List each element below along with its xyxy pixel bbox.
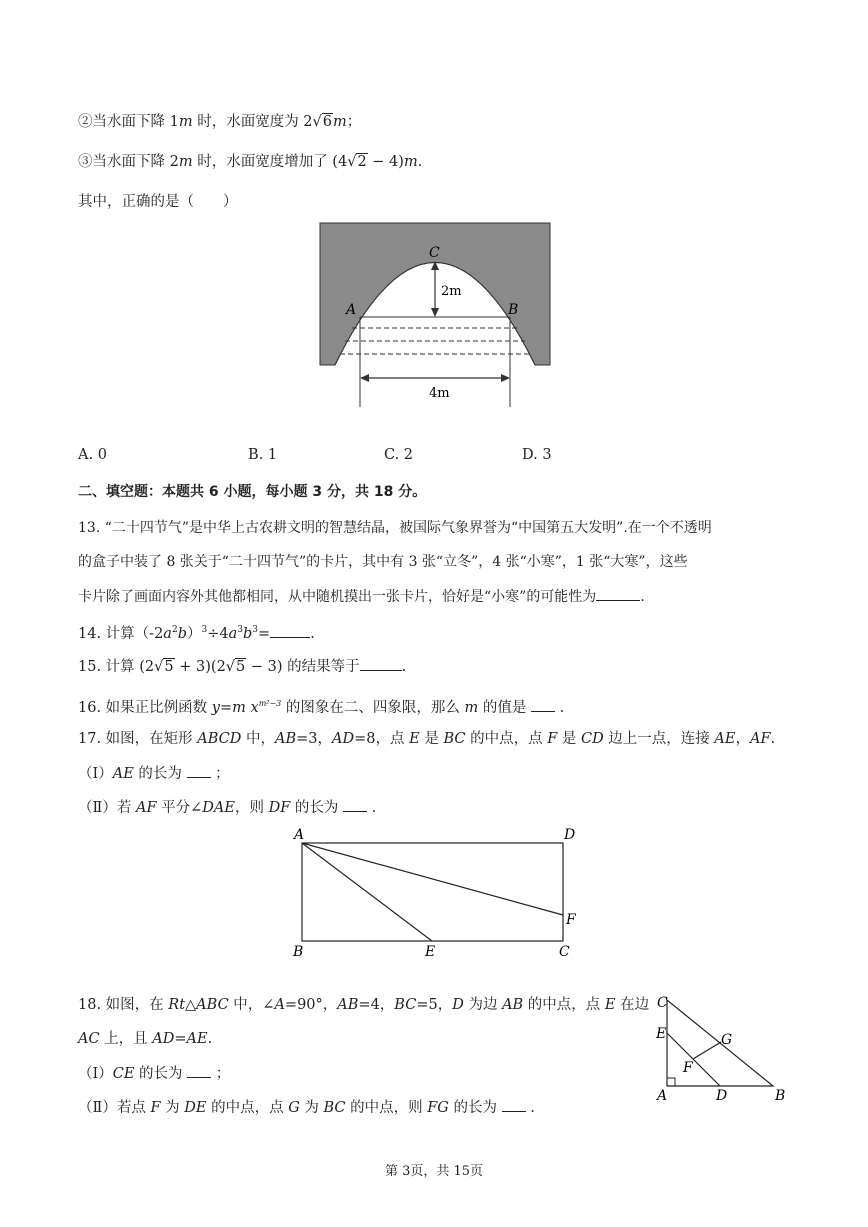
answer-blank[interactable] [360,656,402,671]
q12-statement-3: ③当水面下降 2m 时，水面宽度增加了 (4√2 − 4)m. [78,154,423,170]
section-heading: 二、填空题：本题共 6 小题，每小题 3 分，共 18 分。 [78,484,427,500]
answer-blank[interactable] [270,623,310,638]
label-e: E [656,1026,667,1042]
q17-part-2: （Ⅱ）若 AF 平分∠DAE，则 DF 的长为 . [78,797,376,818]
rectangle-abcd [302,843,563,941]
q18-line-2: AC 上，且 AD=AE. [78,1031,213,1047]
choice-b[interactable]: B. 1 [248,447,278,463]
arrow-head-down [431,308,439,317]
label-c: C [657,995,668,1011]
choice-c[interactable]: C. 2 [384,447,414,463]
label-a: A [346,302,357,318]
sqrt-radicand: 5 [164,659,174,675]
sqrt-radicand: 6 [322,114,333,130]
arrow-head-right [501,374,510,382]
label-f: F [683,1060,693,1076]
right-triangle-figure [648,990,798,1110]
label-a: A [657,1088,668,1104]
right-angle-mark [667,1078,675,1086]
label-c: C [429,245,440,261]
q16-line: 16. 如果正比例函数 y=m $x^{m^2-3}$ 的图象在二、四象限，那么 m 的值是 . [78,694,564,718]
label-b: B [775,1088,786,1104]
label-b: B [293,944,304,960]
sqrt-radicand: 5 [236,659,246,675]
arrow-head-left [360,374,369,382]
q13-line-3: 卡片除了画面内容外其他都相同，从中随机摸出一张卡片，恰好是“小寒”的可能性为 . [78,586,645,607]
q13-line-2: 的盒子中装了 8 张关于“二十四节气”的卡片，其中有 3 张“立冬”，4 张“小寒”，1 张“大寒”，这些 [78,554,688,570]
q18-part-2: （Ⅱ）若点 F 为 DE 的中点，点 G 为 BC 的中点，则 FG 的长为 . [78,1097,535,1118]
label-c: C [559,944,570,960]
answer-blank[interactable] [596,586,640,601]
q18-part-1: （Ⅰ）CE 的长为 ； [78,1063,230,1084]
label-d: D [564,827,576,843]
q18-line-1: 18. 如图，在 Rt△ABC 中，∠A=90°，AB=4，BC=5，D 为边 AB 的中点，点 E 在边 [78,997,650,1013]
sqrt-radicand: 2 [357,154,367,170]
answer-blank[interactable] [502,1097,526,1112]
q15-line: 15. 计算 (2√5 + 3)(2√5 − 3) 的结果等于 . [78,656,406,677]
label-g: G [721,1032,733,1048]
q13-line-1: 13. “二十四节气”是中华上古农耕文明的智慧结晶，被国际气象界誉为“中国第五大发明”.在一个不透明 [78,520,712,536]
answer-blank[interactable] [343,797,367,812]
q17-line-1: 17. 如图，在矩形 ABCD 中，AB=3，AD=8，点 E 是 BC 的中点，点 F 是 CD 边上一点，连接 AE，AF. [78,731,776,747]
q17-part-1: （Ⅰ）AE 的长为 ； [78,763,230,784]
q14-line: 14. 计算$(-2a^2b)^3\div 4a^3b^3=$ . [78,620,315,644]
answer-blank[interactable] [187,763,211,778]
label-height: 2m [441,284,462,299]
q12-prompt: 其中，正确的是（ ） [78,194,238,210]
page-footer: 第 3页，共 15页 [384,1164,484,1179]
segment-fg [693,1042,721,1059]
arch-bridge-figure [300,215,570,415]
choice-a[interactable]: A. 0 [78,447,107,463]
segment-ae [302,843,432,941]
label-e: E [425,944,436,960]
label-f: F [566,912,576,928]
label-d: D [716,1088,728,1104]
answer-blank[interactable] [187,1063,211,1078]
label-a: A [294,827,305,843]
label-b: B [508,302,519,318]
answer-blank[interactable] [531,697,555,712]
choice-d[interactable]: D. 3 [522,447,552,463]
segment-af [302,843,563,915]
q12-statement-2: ②当水面下降 1m 时，水面宽度为 2√6m； [78,114,362,130]
rectangle-figure [285,822,585,962]
label-width: 4m [429,386,450,401]
